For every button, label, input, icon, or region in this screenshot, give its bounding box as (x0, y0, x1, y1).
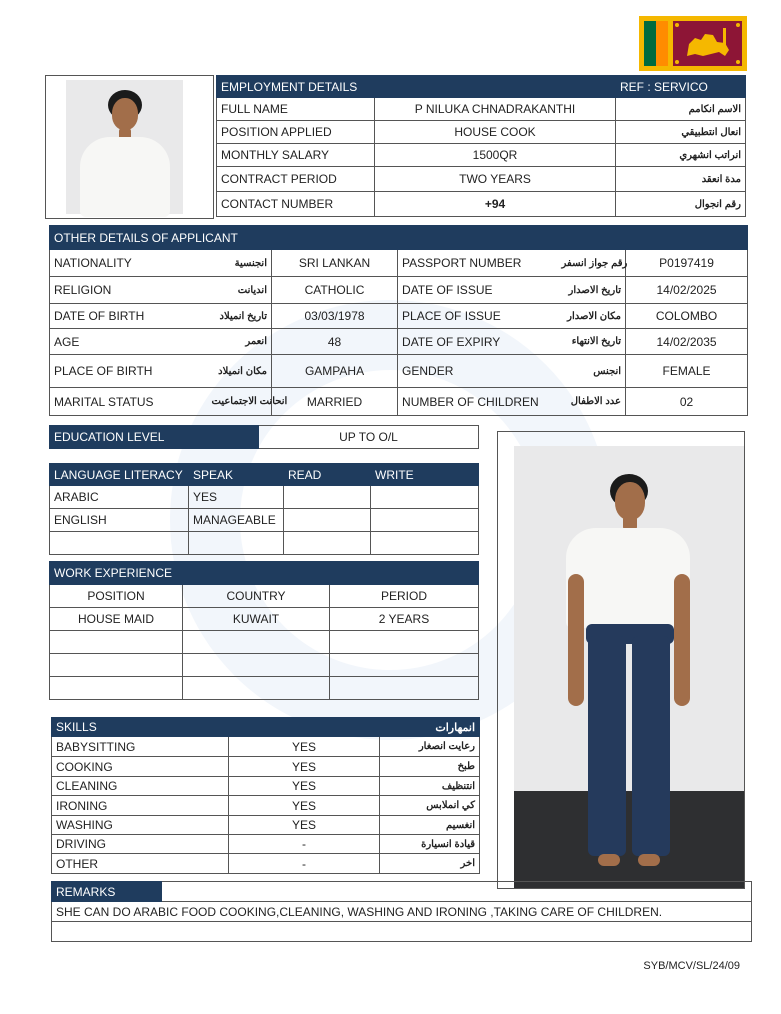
language-name (50, 532, 189, 555)
remarks-table (51, 881, 752, 942)
skills-table (51, 717, 480, 874)
language-name: ENGLISH (50, 509, 189, 532)
contract-label: CONTRACT PERIOD (217, 167, 375, 192)
work-experience-title: WORK EXPERIENCE (50, 562, 330, 585)
children-label: NUMBER OF CHILDREN (398, 388, 558, 416)
table-row (52, 777, 480, 796)
issue-date-arabic: تاريخ الاصدار (558, 277, 626, 304)
gender-arabic: انجنس (558, 355, 626, 388)
other-row (50, 250, 748, 277)
position-arabic: انعال انتطبيقي (616, 121, 746, 144)
skills-title: SKILLS (52, 718, 380, 737)
birthplace-arabic: مكان انميلاد (208, 355, 272, 388)
work-position-header: POSITION (50, 585, 183, 608)
expiry-label: DATE OF EXPIRY (398, 329, 558, 355)
skill-arabic: قيادة انسيارة (380, 835, 480, 854)
full-name-label: FULL NAME (217, 98, 375, 121)
table-row (50, 509, 479, 532)
skill-label: WASHING (52, 816, 229, 835)
other-row (50, 388, 748, 416)
other-row (50, 355, 748, 388)
passport-label: PASSPORT NUMBER (398, 250, 558, 277)
table-row (52, 835, 480, 854)
language-speak (189, 532, 284, 555)
skill-label: OTHER (52, 854, 229, 874)
gender-value: FEMALE (626, 355, 748, 388)
work-country (183, 654, 330, 677)
ref-label: REF : SERVICO (616, 76, 746, 98)
remarks-title: REMARKS (52, 882, 162, 902)
skill-label: COOKING (52, 757, 229, 777)
language-speak: YES (189, 486, 284, 509)
position-label: POSITION APPLIED (217, 121, 375, 144)
employment-title: EMPLOYMENT DETAILS (217, 76, 616, 98)
religion-arabic: انديانت (208, 277, 272, 304)
work-position: HOUSE MAID (50, 608, 183, 631)
skill-arabic: اخر (380, 854, 480, 874)
nationality-label: NATIONALITY (50, 250, 208, 277)
dob-value: 03/03/1978 (272, 304, 398, 329)
skill-value: - (229, 854, 380, 874)
employment-table (216, 75, 746, 217)
work-country: KUWAIT (183, 608, 330, 631)
skill-value: YES (229, 816, 380, 835)
marital-label: MARITAL STATUS (50, 388, 208, 416)
read-header: READ (284, 464, 371, 486)
language-speak: MANAGEABLE (189, 509, 284, 532)
skill-value: YES (229, 757, 380, 777)
skill-label: IRONING (52, 796, 229, 816)
age-value: 48 (272, 329, 398, 355)
document-code: SYB/MCV/SL/24/09 (643, 960, 740, 972)
issue-place-arabic: مكان الاصدار (558, 304, 626, 329)
full-name-arabic: الاسم انكامم (616, 98, 746, 121)
table-row (52, 854, 480, 874)
contract-value: TWO YEARS (375, 167, 616, 192)
marital-value: MARRIED (272, 388, 398, 416)
age-arabic: انعمر (208, 329, 272, 355)
issue-date-label: DATE OF ISSUE (398, 277, 558, 304)
other-row (50, 329, 748, 355)
table-row (50, 608, 479, 631)
education-table (49, 425, 479, 449)
skill-arabic: طبخ (380, 757, 480, 777)
work-period (330, 677, 479, 700)
work-country (183, 677, 330, 700)
language-write (371, 486, 479, 509)
issue-place-value: COLOMBO (626, 304, 748, 329)
expiry-value: 14/02/2035 (626, 329, 748, 355)
contact-value: +94 (375, 192, 616, 217)
table-row (52, 737, 480, 757)
table-row (50, 532, 479, 555)
children-value: 02 (626, 388, 748, 416)
language-read (284, 532, 371, 555)
other-details-title: OTHER DETAILS OF APPLICANT (50, 226, 398, 250)
work-period (330, 654, 479, 677)
contact-label: CONTACT NUMBER (217, 192, 375, 217)
language-name: ARABIC (50, 486, 189, 509)
speak-header: SPEAK (189, 464, 284, 486)
salary-arabic: انراتب انشهري (616, 144, 746, 167)
full-name-value: P NILUKA CHNADRAKANTHI (375, 98, 616, 121)
table-row (50, 631, 479, 654)
work-period (330, 631, 479, 654)
table-row (52, 816, 480, 835)
religion-value: CATHOLIC (272, 277, 398, 304)
work-experience-table (49, 561, 479, 700)
table-row (50, 654, 479, 677)
skill-label: DRIVING (52, 835, 229, 854)
issue-place-label: PLACE OF ISSUE (398, 304, 558, 329)
birthplace-label: PLACE OF BIRTH (50, 355, 208, 388)
table-row (50, 486, 479, 509)
salary-label: MONTHLY SALARY (217, 144, 375, 167)
religion-label: RELIGION (50, 277, 208, 304)
passport-value: P0197419 (626, 250, 748, 277)
other-row (50, 304, 748, 329)
sri-lanka-flag-icon (639, 16, 747, 71)
remarks-title-right (162, 882, 752, 902)
language-read (284, 486, 371, 509)
other-row (50, 277, 748, 304)
table-row (50, 677, 479, 700)
salary-value: 1500QR (375, 144, 616, 167)
skills-title-arabic: انمهارات (380, 718, 480, 737)
passport-arabic: رقم جواز انسفر (558, 250, 626, 277)
education-label: EDUCATION LEVEL (50, 426, 259, 449)
language-table (49, 463, 479, 555)
gender-label: GENDER (398, 355, 558, 388)
skill-value: YES (229, 796, 380, 816)
skill-arabic: انغسيم (380, 816, 480, 835)
expiry-arabic: تاريخ الانتهاء (558, 329, 626, 355)
work-country (183, 631, 330, 654)
nationality-arabic: انجنسية (208, 250, 272, 277)
children-arabic: عدد الاطفال (558, 388, 626, 416)
language-write (371, 532, 479, 555)
applicant-photo-small (45, 75, 214, 219)
work-country-header: COUNTRY (183, 585, 330, 608)
table-row (52, 757, 480, 777)
marital-arabic: انحانت الاجتماعيت (208, 388, 272, 416)
position-value: HOUSE COOK (375, 121, 616, 144)
work-position (50, 677, 183, 700)
skill-arabic: كي انملابس (380, 796, 480, 816)
work-experience-title-right (330, 562, 479, 585)
language-write (371, 509, 479, 532)
skill-label: BABYSITTING (52, 737, 229, 757)
skill-arabic: رعايت انصغار (380, 737, 480, 757)
language-read (284, 509, 371, 532)
remarks-text: SHE CAN DO ARABIC FOOD COOKING,CLEANING, WASHING AND IRONING ,TAKING CARE OF CHILDREN. (52, 902, 752, 922)
age-label: AGE (50, 329, 208, 355)
skill-value: YES (229, 777, 380, 796)
skill-value: - (229, 835, 380, 854)
birthplace-value: GAMPAHA (272, 355, 398, 388)
dob-arabic: تاريخ انميلاد (208, 304, 272, 329)
work-position (50, 631, 183, 654)
contact-arabic: رقم انجوال (616, 192, 746, 217)
dob-label: DATE OF BIRTH (50, 304, 208, 329)
language-header: LANGUAGE LITERACY (50, 464, 189, 486)
table-row (52, 796, 480, 816)
nationality-value: SRI LANKAN (272, 250, 398, 277)
skill-arabic: انتنظيف (380, 777, 480, 796)
write-header: WRITE (371, 464, 479, 486)
issue-date-value: 14/02/2025 (626, 277, 748, 304)
work-position (50, 654, 183, 677)
other-details-table (49, 225, 748, 416)
work-period: 2 YEARS (330, 608, 479, 631)
remarks-blank-row (52, 922, 752, 942)
skill-label: CLEANING (52, 777, 229, 796)
applicant-photo-full (497, 431, 745, 889)
other-details-title-right (398, 226, 748, 250)
education-value: UP TO O/L (259, 426, 479, 449)
skill-value: YES (229, 737, 380, 757)
work-period-header: PERIOD (330, 585, 479, 608)
contract-arabic: مدة انعقد (616, 167, 746, 192)
